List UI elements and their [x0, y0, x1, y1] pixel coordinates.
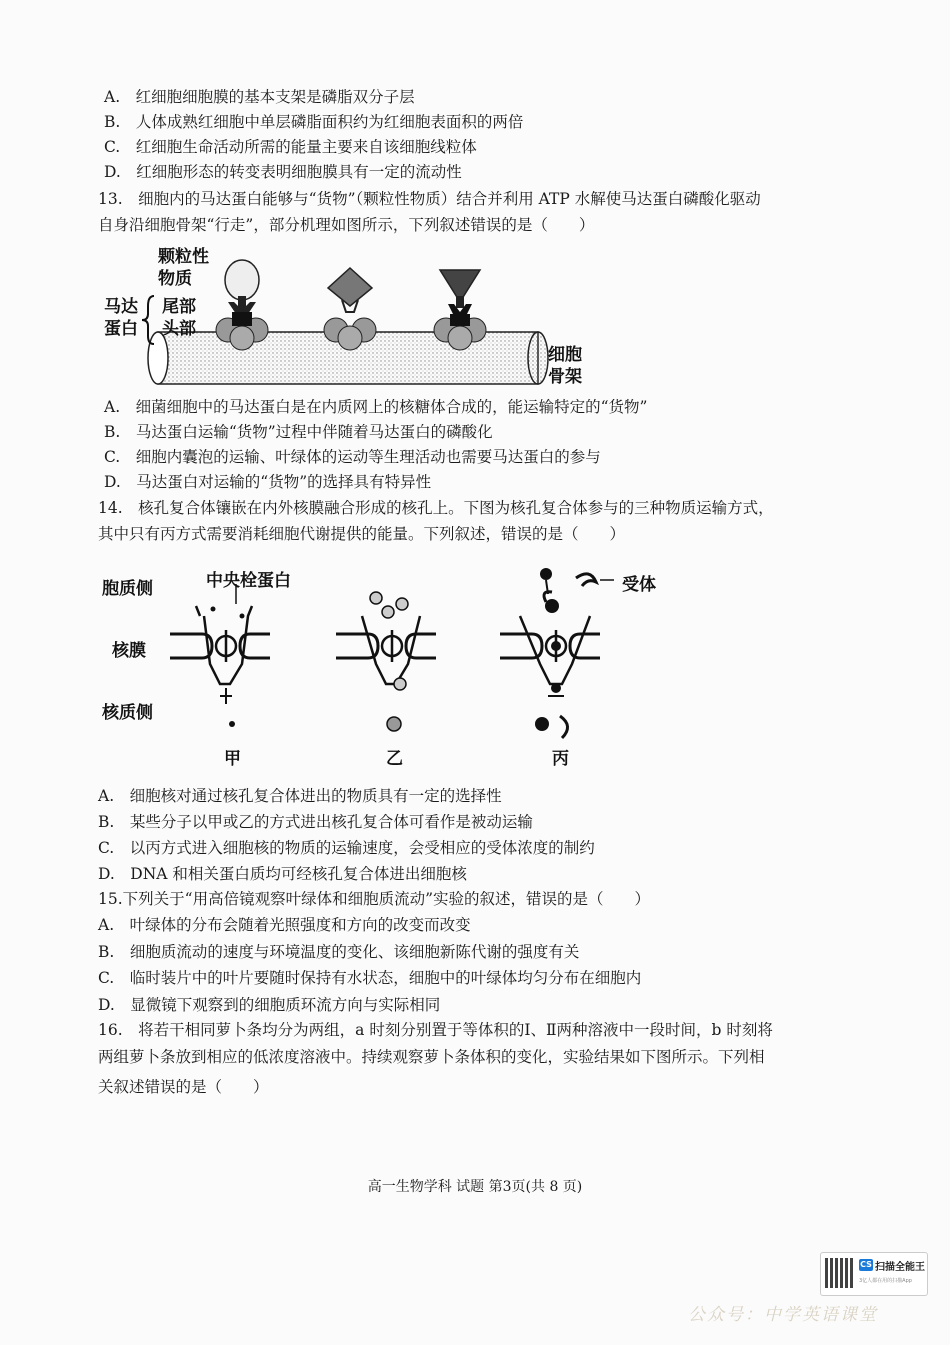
nuclear-pore-figure: [100, 556, 700, 776]
watermark: 公众号：中学英语课堂: [688, 1305, 878, 1325]
head-label: 头部: [162, 319, 196, 339]
mode-b-label: 乙: [386, 749, 403, 769]
round-cargo: [225, 260, 259, 300]
scanner-badge: [820, 1252, 928, 1296]
q13-option-c: C. 细胞内囊泡的运输、叶绿体的运动等生理活动也需要马达蛋白的参与: [104, 448, 601, 466]
q16-stem-cont-2: 关叙述错误的是（ ）: [98, 1078, 269, 1096]
skeleton-label-1: 细胞: [548, 345, 582, 365]
q14-stem: 14. 核孔复合体镶嵌在内外核膜融合形成的核孔上。下图为核孔复合体参与的三种物质运输方式，: [98, 499, 774, 517]
q13-stem: 13. 细胞内的马达蛋白能够与“货物”（颗粒性物质）结合并利用 ATP 水解使马达蛋白磷酸化驱动: [98, 190, 761, 208]
q14-option-d: D. DNA 和相关蛋白质均可经核孔复合体进出细胞核: [98, 865, 467, 883]
badge-subtitle: 3亿人都在用的扫描App: [859, 1278, 912, 1284]
q13-option-d: D. 马达蛋白对运输的“货物”的选择具有特异性: [104, 473, 432, 491]
pore-mode-c: [500, 616, 600, 684]
q15-option-a: A. 叶绿体的分布会随着光照强度和方向的改变而改变: [98, 916, 471, 934]
nuclear-membrane-label: 核膜: [112, 641, 146, 661]
mode-c-label: 丙: [552, 749, 569, 769]
q12-option-d: D. 红细胞形态的转变表明细胞膜具有一定的流动性: [104, 163, 462, 181]
q14-option-a: A. 细胞核对通过核孔复合体进出的物质具有一定的选择性: [98, 787, 502, 805]
receptor-label: 受体: [622, 575, 656, 595]
small-molecule: [211, 607, 216, 612]
cs-logo: CS: [860, 1260, 872, 1269]
q15-stem: 15.下列关于“用高倍镜观察叶绿体和细胞质流动”实验的叙述，错误的是（ ）: [98, 890, 651, 908]
q13-option-a: A. 细菌细胞中的马达蛋白是在内质网上的核糖体合成的，能运输特定的“货物”: [104, 398, 648, 416]
q15-option-d: D. 显微镜下观察到的细胞质环流方向与实际相同: [98, 996, 441, 1014]
pore-mode-a: [170, 606, 270, 704]
q12-option-c: C. 红细胞生命活动所需的能量主要来自该细胞线粒体: [104, 138, 477, 156]
q13-option-b: B. 马达蛋白运输“货物”过程中伴随着马达蛋白的磷酸化: [104, 423, 493, 441]
cargo-label-2: 物质: [158, 269, 192, 289]
motor-protein-2: [324, 268, 376, 350]
motor-protein-1: [216, 260, 268, 350]
q13-stem-cont: 自身沿细胞骨架“行走”，部分机理如图所示，下列叙述错误的是（ ）: [98, 216, 595, 234]
q15-option-c: C. 临时装片中的叶片要随时保持有水状态，细胞中的叶绿体均匀分布在细胞内: [98, 969, 642, 987]
nuclear-pore-diagram: [100, 556, 700, 776]
qr-code-icon: [825, 1258, 855, 1288]
cargo-label-1: 颗粒性: [158, 247, 209, 267]
q14-option-b: B. 某些分子以甲或乙的方式进出核孔复合体可看作是被动运输: [98, 813, 533, 831]
q14-option-c: C. 以丙方式进入细胞核的物质的运输速度，会受相应的受体浓度的制约: [98, 839, 595, 857]
diamond-cargo: [328, 268, 372, 306]
pore-mode-b: [336, 616, 436, 684]
skeleton-label-2: 骨架: [548, 367, 582, 387]
tail-label: 尾部: [162, 297, 196, 317]
nucleoplasm-side-label: 核质侧: [102, 703, 153, 723]
badge-app-name: 扫描全能王: [875, 1262, 925, 1273]
motor-label-1: 马达: [104, 297, 138, 317]
q12-option-a: A. 红细胞细胞膜的基本支架是磷脂双分子层: [104, 88, 415, 106]
mode-a-label: 甲: [224, 749, 241, 769]
central-plug-label: 中央栓蛋白: [206, 571, 291, 591]
q12-option-b: B. 人体成熟红细胞中单层磷脂面积约为红细胞表面积的两倍: [104, 113, 524, 131]
motor-protein-3: [434, 270, 486, 350]
receptor-icon: [576, 574, 596, 586]
q14-stem-cont: 其中只有丙方式需要消耗细胞代谢提供的能量。下列叙述，错误的是（ ）: [98, 525, 626, 543]
q16-stem-cont-1: 两组萝卜条放到相应的低浓度溶液中。持续观察萝卜条体积的变化，实验结果如下图所示。下列相: [98, 1048, 765, 1066]
q16-stem: 16. 将若干相同萝卜条均分为两组，a 时刻分别置于等体积的Ⅰ、Ⅱ两种溶液中一段时间，b 时刻将: [98, 1021, 773, 1039]
q15-option-b: B. 细胞质流动的速度与环境温度的变化、该细胞新陈代谢的强度有关: [98, 943, 580, 961]
motor-label-2: 蛋白: [104, 319, 138, 339]
page-footer: 高一生物学科 试题 第3页(共 8 页): [367, 1179, 583, 1195]
cytoplasm-side-label: 胞质侧: [102, 579, 153, 599]
